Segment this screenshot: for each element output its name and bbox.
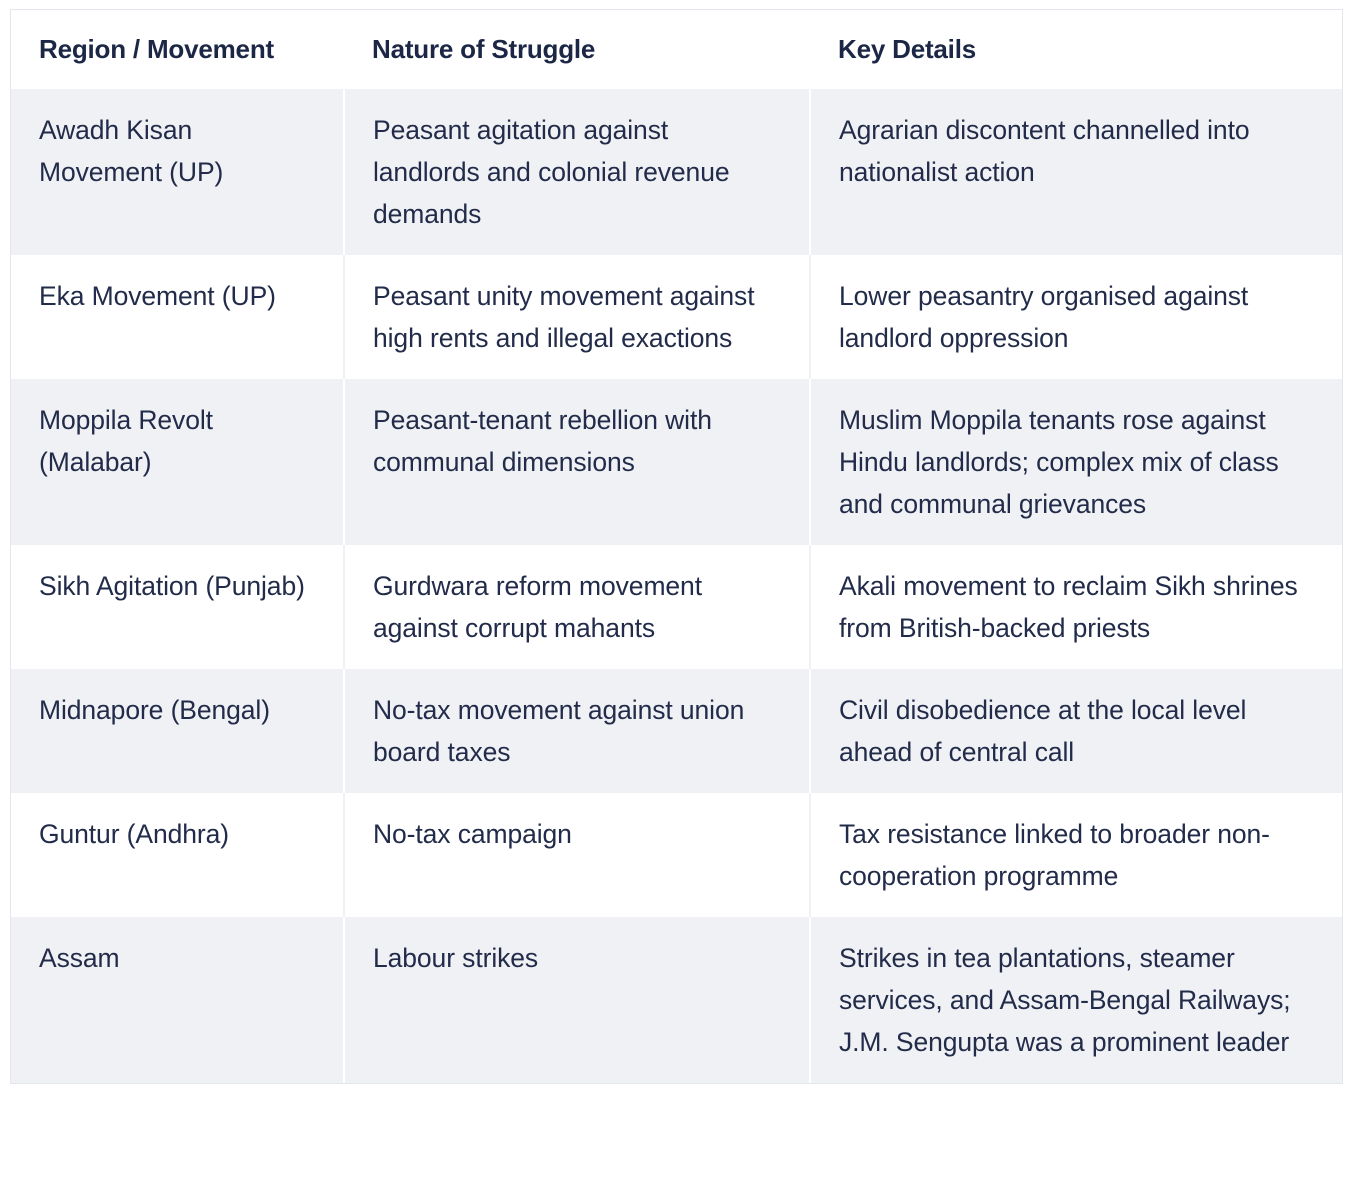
cell-region: Sikh Agitation (Punjab) [11,545,344,669]
cell-nature: Labour strikes [344,917,810,1083]
cell-region: Assam [11,917,344,1083]
table-row [11,793,1342,917]
header-details: Key Details [810,10,1342,89]
cell-details: Strikes in tea plantations, steamer services, and Assam-Bengal Railways; J.M. Sengupta was a prominent leader [810,917,1342,1083]
header-nature: Nature of Struggle [344,10,810,89]
table-header-row [11,10,1342,89]
table-row [11,255,1342,379]
cell-region: Moppila Revolt (Malabar) [11,379,344,545]
cell-nature: No-tax campaign [344,793,810,917]
cell-region: Awadh Kisan Movement (UP) [11,89,344,255]
cell-region: Eka Movement (UP) [11,255,344,379]
cell-details: Tax resistance linked to broader non-cooperation programme [810,793,1342,917]
cell-nature: No-tax movement against union board taxes [344,669,810,793]
cell-region: Midnapore (Bengal) [11,669,344,793]
table-row [11,379,1342,545]
cell-nature: Gurdwara reform movement against corrupt mahants [344,545,810,669]
cell-details: Civil disobedience at the local level ahead of central call [810,669,1342,793]
table-row [11,917,1342,1083]
table-row [11,669,1342,793]
cell-details: Lower peasantry organised against landlord oppression [810,255,1342,379]
table-row [11,545,1342,669]
cell-region: Guntur (Andhra) [11,793,344,917]
cell-nature: Peasant-tenant rebellion with communal dimensions [344,379,810,545]
cell-details: Agrarian discontent channelled into nationalist action [810,89,1342,255]
cell-nature: Peasant unity movement against high rents and illegal exactions [344,255,810,379]
cell-details: Muslim Moppila tenants rose against Hindu landlords; complex mix of class and communal grievances [810,379,1342,545]
movements-table-container [10,9,1343,1084]
cell-details: Akali movement to reclaim Sikh shrines from British-backed priests [810,545,1342,669]
header-region: Region / Movement [11,10,344,89]
movements-table [11,10,1342,1083]
table-row [11,89,1342,255]
cell-nature: Peasant agitation against landlords and colonial revenue demands [344,89,810,255]
